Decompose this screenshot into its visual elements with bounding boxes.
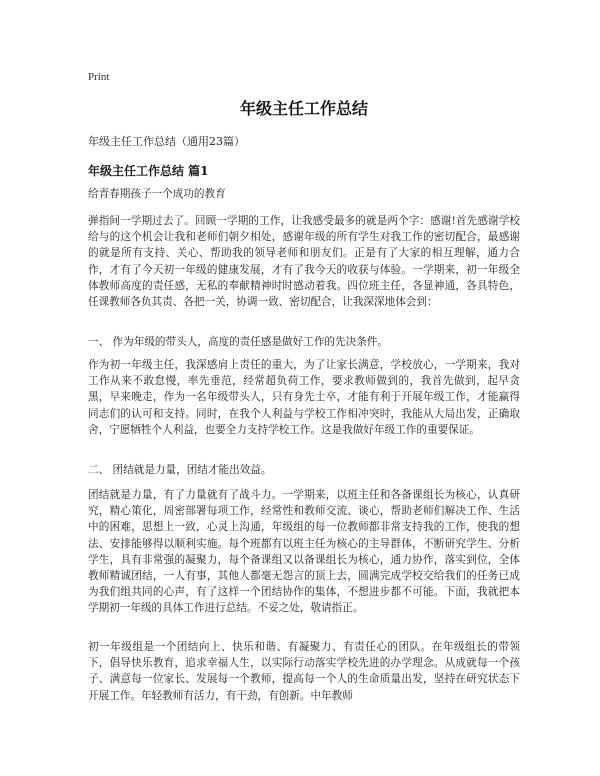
document-subtitle: 年级主任工作总结（通用23篇） — [88, 135, 245, 148]
document-title: 年级主任工作总结 — [239, 99, 368, 118]
paragraph-body: 作为初一年级主任，我深感肩上责任的重大，为了让家长满意，学校放心，一学期来，我对工作从来不敢怠慢，率先垂范，经常超负荷工作，要求教师做到的，我首先做到，起早贪黑，早来晚走，作为一名年级带头人，只有身先士卒，才能有利于开展年级工作，才能赢得同志们的认可和支持。同时，在我个人利益与学校工作相冲突时，我能从大局出发，正确取舍，宁愿牺牲个人利益，也要全力支持学校工作。这是我做好年级工作的重要保证。 — [88, 359, 520, 436]
paragraph-heading: 二、 团结就是力量，团结才能出效益。 — [88, 464, 272, 476]
section-title: 年级主任工作总结 篇1 — [88, 164, 209, 178]
paragraph-body: 弹指间一学期过去了。回顾一学期的工作，让我感受最多的就是两个字：感谢!首先感谢学校给与的这个机会让我和老师们朝夕相处，感谢年级的所有学生对我工作的密切配合，最感谢的就是所有支持、关心、帮助我的领导老师和朋友们。正是有了大家的相互理解，通力合作，才有了今天初一年级的健康发展，才有了我今天的收获与体验。一学期来，初一年级全体教师高度的责任感，无私的奉献精神时时感动着我。四位班主任，各显神通，各具特色，任课教师各负其责、各把一关，协调一致、密切配合，让我深深地体会到： — [88, 215, 520, 309]
paragraph-body: 初一年级组是一个团结向上、快乐和谐、有凝聚力、有责任心的团队。在年级组长的带领下，倡导快乐教育，追求幸福人生，以实际行动落实学校先进的办学理念。从成就每一个孩子、满意每一位家长、发展每一个教师，提高每一个人的生命质量出发，坚持在研究状态下开展工作。年轻教师有活力，有干劲，有创新。中年教师 — [88, 641, 520, 702]
print-label: Print — [88, 71, 110, 83]
paragraph-heading: 一、 作为年级的带头人，高度的责任感是做好工作的先决条件。 — [88, 336, 388, 348]
paragraph-body: 团结就是力量，有了力量就有了战斗力。一学期来，以班主任和各备课组长为核心，认真研究，精心策化，周密部署每项工作，经常性和教师交流、谈心，帮助老师们解决工作、生活中的困难，思想上一致，心灵上沟通，年级组的每一位教师都非常支持我的工作，使我的想法、安排能够得以顺利实施。每个班都有以班主任为核心的主导群体，不断研究学生、分析学生，具有非常强的凝聚力，每个备课组又以备课组长为核心，通力协作，落实到位，全体教师精诚团结，一人有事，其他人都毫无怨言的顶上去，圆满完成学校交给我们的任务已成为我们组共同的心声，有了这样一个团结协作的集体，不想进步都不可能。下面，我就把本学期初一年级的具体工作进行总结。不妥之处，敬请指正。 — [88, 489, 520, 615]
paragraph-intro: 给青春期孩子一个成功的教育 — [88, 188, 226, 200]
